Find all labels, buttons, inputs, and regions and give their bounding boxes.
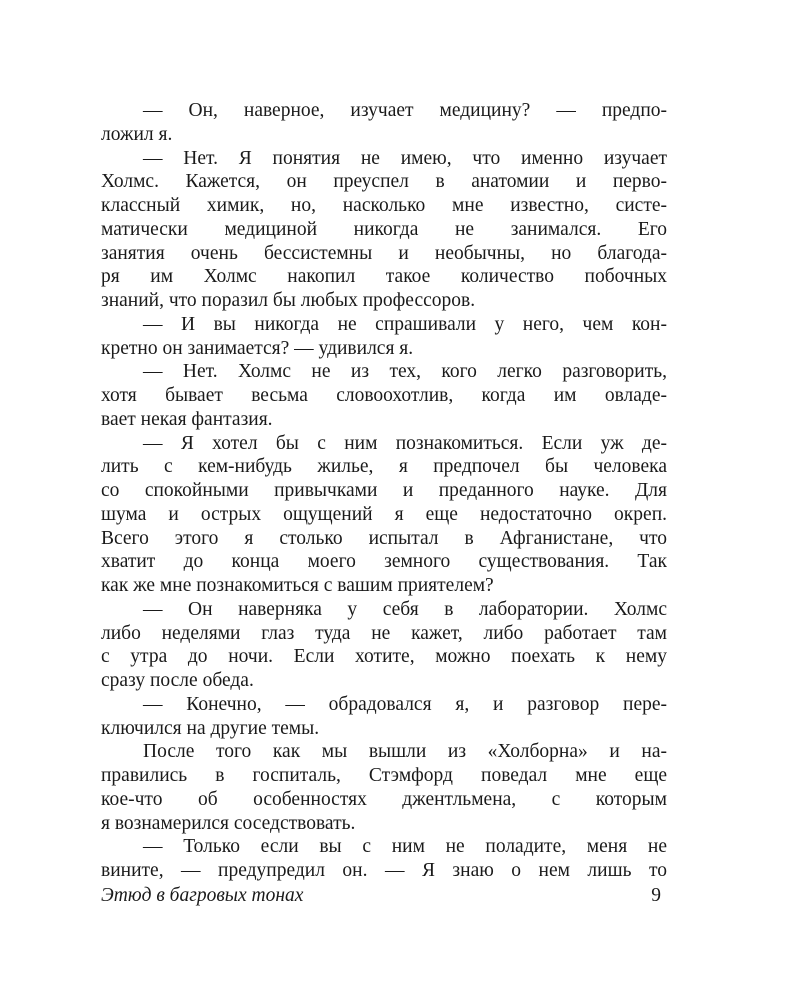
text-line: ря им Холмс накопил такое количество побочных [101, 266, 667, 288]
text-line: сразу после обеда. [101, 670, 254, 691]
text-line: — Нет. Я понятия не имею, что именно изучает [143, 147, 667, 169]
text-line: — Конечно, — обрадовался я, и разговор пере- [143, 693, 667, 715]
text-line: ключился на другие темы. [101, 717, 320, 739]
text-line: — Только если вы с ним не поладите, меня не [143, 836, 667, 858]
text-line: хватит до конца моего земного существования. Так [101, 551, 667, 573]
text-line: занятия очень бессистемны и необычны, но благода- [101, 242, 667, 264]
text-line: — Я хотел бы с ним познакомиться. Если уж де- [143, 432, 667, 454]
text-line: либо неделями глаз туда не кажет, либо работает там [101, 622, 667, 644]
running-title: Этюд в багровых тонах [101, 885, 304, 906]
text-line: кретно он занимается? — удивился я. [101, 337, 414, 359]
text-line: После того как мы вышли из «Холборна» и на- [143, 741, 667, 763]
text-line: со спокойными привычками и преданного науке. Для [101, 480, 667, 501]
text-line: лить с кем-нибудь жилье, я предпочел бы человека [101, 456, 667, 478]
text-line: правились в госпиталь, Стэмфорд поведал мне еще [101, 765, 667, 786]
text-line: как же мне познакомиться с вашим приятелем? [101, 575, 494, 596]
text-line: — И вы никогда не спрашивали у него, чем кон- [143, 313, 667, 335]
text-line: кое-что об особенностях джентльмена, с которым [101, 788, 667, 810]
text-line: — Он, наверное, изучает медицину? — предпо- [143, 100, 667, 121]
page-body-text [101, 99, 667, 883]
text-line: классный химик, но, насколько мне известно, систе- [101, 195, 667, 216]
text-line: вините, — предупредил он. — Я знаю о нем лишь то [101, 860, 667, 881]
text-line: знаний, что поразил бы любых профессоров. [101, 290, 476, 311]
text-line: Холмс. Кажется, он преуспел в анатомии и перво- [101, 171, 667, 193]
text-line: вает некая фантазия. [101, 408, 273, 430]
text-line: шума и острых ощущений я еще недостаточно окреп. [101, 503, 667, 525]
page-footer [101, 885, 667, 911]
page-number: 9 [651, 885, 661, 906]
text-line: — Он наверняка у себя в лаборатории. Холмс [143, 598, 667, 620]
text-line: — Нет. Холмс не из тех, кого легко разговорить, [143, 361, 667, 383]
text-line: Всего этого я столько испытал в Афганистане, что [101, 527, 667, 549]
text-line: ложил я. [101, 123, 173, 145]
text-line: я вознамерился соседствовать. [101, 812, 356, 834]
text-line: матически медициной никогда не занимался. Его [101, 218, 667, 240]
text-line: хотя бывает весьма словоохотлив, когда им овладе- [101, 385, 667, 406]
text-line: с утра до ночи. Если хотите, можно поехать к нему [101, 646, 667, 668]
